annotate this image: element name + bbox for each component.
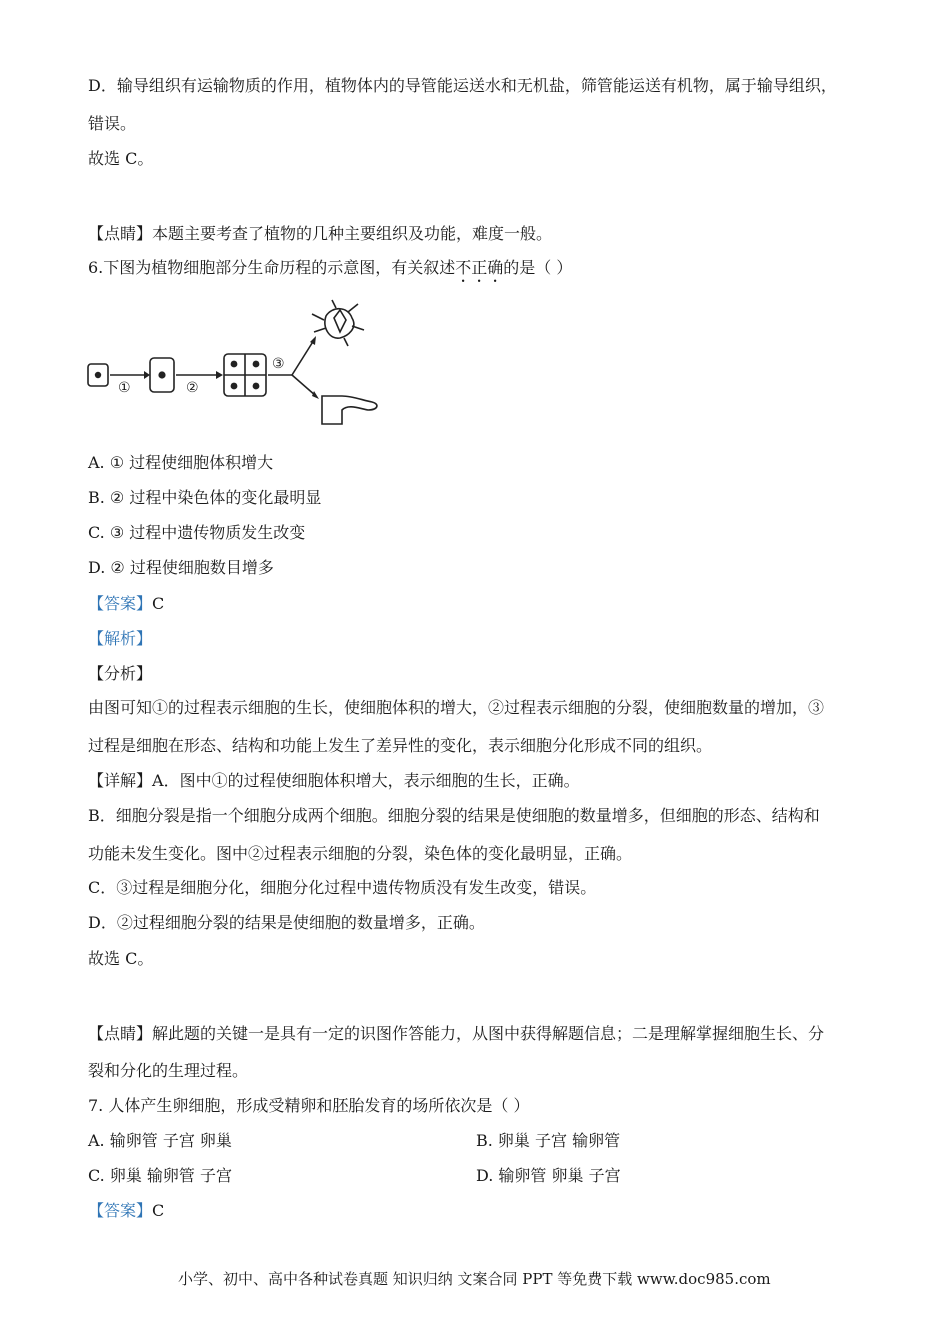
tip-tag: 【点睛】 — [88, 224, 153, 243]
tip-line — [88, 1023, 824, 1045]
option-d: D. ② 过程使细胞数目增多 — [88, 558, 274, 577]
fenxi-heading: 【分析】 — [88, 664, 153, 683]
text-line: 故选 C。 — [88, 149, 154, 168]
option-a: A. 输卵管 子宫 卵巢 — [88, 1131, 232, 1150]
answer-line — [88, 593, 164, 615]
option-d: D. 输卵管 卵巢 子宫 — [476, 1166, 621, 1185]
option-a: A. ① 过程使细胞体积增大 — [88, 453, 274, 472]
step-3-label: ③ — [272, 356, 285, 372]
differentiated-cell-bottom — [322, 396, 377, 424]
cell-life-cycle-figure — [86, 298, 386, 430]
emphasis-text: 不正确 — [455, 258, 504, 277]
text-line: 过程是细胞在形态、结构和功能上发生了差异性的变化，表示细胞分化形成不同的组织。 — [88, 736, 713, 755]
question-text: 的是（ ） — [503, 258, 573, 277]
tip-text: 本题主要考查了植物的几种主要组织及功能，难度一般。 — [152, 224, 553, 243]
question-6-stem — [88, 257, 572, 286]
tip-line — [88, 223, 552, 245]
text-line: 由图可知①的过程表示细胞的生长，使细胞体积的增大，②过程表示细胞的分裂，使细胞数量的增加，③ — [88, 698, 825, 717]
differentiated-cell-top — [325, 309, 354, 338]
text-line: 裂和分化的生理过程。 — [88, 1061, 249, 1080]
text-line: D．②过程细胞分裂的结果是使细胞的数量增多，正确。 — [88, 913, 485, 932]
option-c: C. 卵巢 输卵管 子宫 — [88, 1166, 233, 1185]
text-line: C．③过程是细胞分化，细胞分化过程中遗传物质没有发生改变，错误。 — [88, 878, 597, 897]
detail-tag: 【详解】 — [88, 771, 153, 790]
tip-text: 解此题的关键一是具有一定的识图作答能力，从图中获得解题信息；二是理解掌握细胞生长、分 — [152, 1024, 825, 1043]
text-line: B．细胞分裂是指一个细胞分成两个细胞。细胞分裂的结果是使细胞的数量增多，但细胞的形态、结构和 — [88, 806, 820, 825]
tip-tag: 【点睛】 — [88, 1024, 153, 1043]
text-line: 错误。 — [88, 114, 137, 133]
option-b: B. 卵巢 子宫 输卵管 — [476, 1131, 621, 1150]
option-c: C. ③ 过程中遗传物质发生改变 — [88, 523, 306, 542]
step-1-label: ① — [118, 380, 131, 396]
detail-line — [88, 770, 580, 792]
step-2-label: ② — [186, 380, 199, 396]
answer-value: C — [152, 594, 165, 613]
answer-line — [88, 1200, 164, 1222]
analysis-heading: 【解析】 — [88, 629, 153, 648]
page-footer: 小学、初中、高中各种试卷真题 知识归纳 文案合同 PPT 等免费下载 www.doc985.com — [178, 1270, 771, 1288]
text-line: 功能未发生变化。图中②过程表示细胞的分裂，染色体的变化最明显，正确。 — [88, 844, 633, 863]
detail-text: A．图中①的过程使细胞体积增大，表示细胞的生长，正确。 — [152, 771, 580, 790]
question-text: 6.下图为植物细胞部分生命历程的示意图，有关叙述 — [88, 258, 456, 277]
answer-value: C — [152, 1201, 165, 1220]
answer-tag: 【答案】 — [88, 1201, 153, 1220]
option-b: B. ② 过程中染色体的变化最明显 — [88, 488, 322, 507]
text-line: D．输导组织有运输物质的作用，植物体内的导管能运送水和无机盐，筛管能运送有机物，属于输导组织， — [88, 76, 837, 95]
text-line: 故选 C。 — [88, 949, 154, 968]
answer-tag: 【答案】 — [88, 594, 153, 613]
question-7-stem: 7. 人体产生卵细胞，形成受精卵和胚胎发育的场所依次是（ ） — [88, 1096, 530, 1115]
